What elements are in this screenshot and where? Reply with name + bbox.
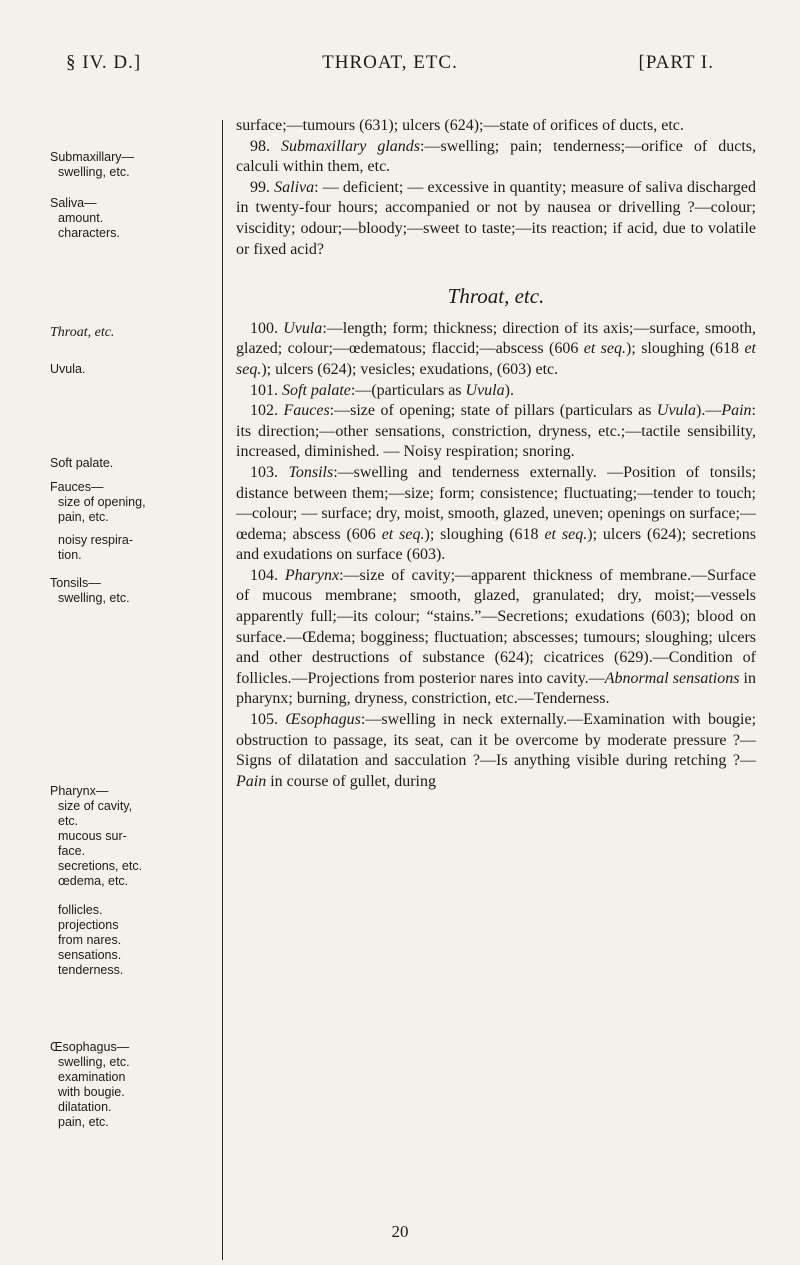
paragraph-104 <box>236 566 756 710</box>
body-text <box>236 116 756 792</box>
margin-note-line: amount. <box>58 211 104 225</box>
paragraph-emphasis: Abnormal sensations <box>604 669 740 687</box>
paragraph-number: 101. <box>250 381 282 399</box>
paragraph-emphasis: Pain <box>721 402 752 420</box>
margin-note-line: noisy respira- <box>58 533 134 547</box>
margin-note-uvula <box>50 362 210 377</box>
paragraph-text: ); ulcers (624); secretions and exudations on surface (603). <box>236 525 757 564</box>
margin-note-line: etc. <box>58 814 79 828</box>
paragraph-topic: Saliva <box>274 178 315 196</box>
paragraph-continued: surface;—tumours (631); ulcers (624);—state of orifices of ducts, etc. <box>236 117 684 134</box>
paragraph-text: ); sloughing (618 <box>424 525 545 543</box>
header-section: § IV. D.] <box>66 52 142 73</box>
paragraph-emphasis: Pain <box>236 772 267 790</box>
margin-note-throat <box>50 325 210 340</box>
margin-note-line: pain, etc. <box>58 1115 109 1129</box>
margin-note-line: Throat, etc. <box>50 325 115 340</box>
paragraph-emphasis: Uvula <box>656 402 696 420</box>
margin-note-line: size of cavity, <box>58 799 133 813</box>
paragraph-text: ).— <box>696 402 722 420</box>
paragraph-emphasis: et seq. <box>236 340 756 378</box>
margin-note-saliva <box>50 196 210 241</box>
margin-note-line: face. <box>58 844 86 858</box>
margin-note-line: examination <box>58 1070 126 1084</box>
paragraph-topic: Uvula <box>283 319 323 337</box>
margin-note-line: dilatation. <box>58 1100 112 1114</box>
margin-note-line: swelling, etc. <box>58 1055 130 1069</box>
paragraph-topic: Soft palate <box>282 381 351 399</box>
margin-rule <box>222 120 223 1260</box>
paragraph-text: :—size of opening; state of pillars (particulars as <box>329 402 657 420</box>
paragraph-topic: Œsophagus <box>285 711 361 729</box>
margin-note-line: tion. <box>58 548 82 562</box>
margin-note-line: Saliva— <box>50 196 97 210</box>
margin-note-line: sensations. <box>58 948 122 962</box>
paragraph-text: in course of gullet, during <box>266 772 436 790</box>
paragraph-text: ); ulcers (624); vesicles; exudations, (603) etc. <box>261 360 559 378</box>
paragraph-number: 104. <box>250 566 285 584</box>
paragraph-98 <box>236 137 756 178</box>
margin-note-line: Pharynx— <box>50 784 109 798</box>
page-number: 20 <box>391 1222 409 1241</box>
paragraph-topic: Submaxillary glands <box>281 137 421 155</box>
paragraph-text: :—swelling and tenderness externally. —Position of tonsils; distance between them;—size; form; consistence; fluctuating;—tender to touch; —colour; — surface; dry, moist, smooth, glazed, uneven; openings on surface;—œdema; abscess (606 <box>236 463 757 543</box>
paragraph-number: 98. <box>250 137 282 155</box>
paragraph-text: :—swelling; pain; tenderness;—orifice of ducts, calculi within them, etc. <box>236 137 757 176</box>
paragraph-number: 105. <box>250 711 286 729</box>
paragraph-topic: Tonsils <box>288 463 334 481</box>
margin-note-line: Submaxillary— <box>50 150 135 164</box>
margin-note-tonsils <box>50 576 210 606</box>
margin-note-line: follicles. <box>58 903 103 917</box>
margin-note-soft-palate <box>50 456 210 471</box>
margin-note-line: from nares. <box>58 933 122 947</box>
margin-note-line: Tonsils— <box>50 576 101 590</box>
margin-note-line: œdema, etc. <box>58 874 129 888</box>
margin-note-line: Fauces— <box>50 480 104 494</box>
paragraph-number: 102. <box>250 402 284 420</box>
header-part: [PART I. <box>638 52 714 73</box>
paragraph-topic: Fauces <box>283 402 330 420</box>
margin-note-line: secretions, etc. <box>58 859 143 873</box>
paragraph-100 <box>236 319 756 381</box>
margin-note-line: mucous sur- <box>58 829 127 843</box>
margin-note-line: Uvula. <box>50 362 86 376</box>
paragraph-103 <box>236 463 756 566</box>
margin-note-fauces <box>50 480 210 563</box>
paragraph-number: 100. <box>250 319 284 337</box>
paragraph-101 <box>236 381 756 402</box>
header-title: THROAT, ETC. <box>322 52 458 73</box>
paragraph-text: : — deficient; — excessive in quantity; measure of saliva discharged in twenty-four hours; accompanied or not by nausea or drivelling ?—colour; viscidity; odour;—bloody;—sweet to taste;—its reaction; if acid, due to volatile or fixed acid? <box>236 178 756 258</box>
paragraph-text: ); sloughing (618 <box>626 340 745 358</box>
margin-note-line: characters. <box>58 226 120 240</box>
paragraph-emphasis: et seq. <box>381 525 425 543</box>
paragraph-text: : its direction;—other sensations, constriction, dryness, etc.;—tactile sensibility, increased, diminished. — Noisy respiration; snoring. <box>236 402 756 461</box>
paragraph-emphasis: et seq. <box>583 340 627 358</box>
paragraph-text: ). <box>504 381 514 399</box>
margin-note-line: swelling, etc. <box>58 165 130 179</box>
margin-note-line: with bougie. <box>58 1085 125 1099</box>
paragraph-102 <box>236 401 756 463</box>
paragraph-emphasis: et seq. <box>544 525 588 543</box>
margin-note-line: size of opening, <box>58 495 146 509</box>
paragraph-number: 103. <box>250 463 289 481</box>
margin-note-line: Soft palate. <box>50 456 114 470</box>
running-header <box>66 52 714 80</box>
margin-note-line: Œsophagus— <box>50 1040 130 1054</box>
paragraph-105 <box>236 710 756 792</box>
margin-note-line: swelling, etc. <box>58 591 130 605</box>
margin-note-line: tenderness. <box>58 963 124 977</box>
paragraph-number: 99. <box>250 178 275 196</box>
paragraph-text: :—(particulars as <box>350 381 466 399</box>
margin-note-line: pain, etc. <box>58 510 109 524</box>
margin-note-oesophagus <box>50 1040 210 1130</box>
paragraph-99 <box>236 178 756 260</box>
paragraph-text: in pharynx; burning, dryness, constriction, etc.—Tenderness. <box>236 669 756 708</box>
paragraph-text: :—swelling in neck externally.—Examination with bougie; obstruction to passage, its seat, can it be overcome by moderate pressure ?—Signs of dilatation and sacculation ?—Is anything visible during retching ?— <box>236 711 757 770</box>
paragraph-text: :—size of cavity;—apparent thickness of membrane.—Surface of mucous membrane; smooth, glazed, granulated; dry, moist;—vessels apparently full;—its colour; “stains.”—Secretions; exudations (603); blood on surface.—Œdema; bogginess; fluctuation; abscesses; tumours; sloughing; ulcers and other destructions of substance (624); cicatrices (629).—Condition of follicles.—Projections from posterior nares into cavity.— <box>236 566 757 687</box>
margin-note-pharynx <box>50 784 210 978</box>
paragraph-text: :—length; form; thickness; direction of its axis;—surface, smooth, glazed; colour;—œdematous; flaccid;—abscess (606 <box>236 319 756 358</box>
paragraph-topic: Pharynx <box>284 566 340 584</box>
margin-note-submaxillary <box>50 150 210 180</box>
section-heading: Throat, etc. <box>447 284 545 309</box>
margin-note-line: projections <box>58 918 119 932</box>
paragraph-emphasis: Uvula <box>465 381 505 399</box>
